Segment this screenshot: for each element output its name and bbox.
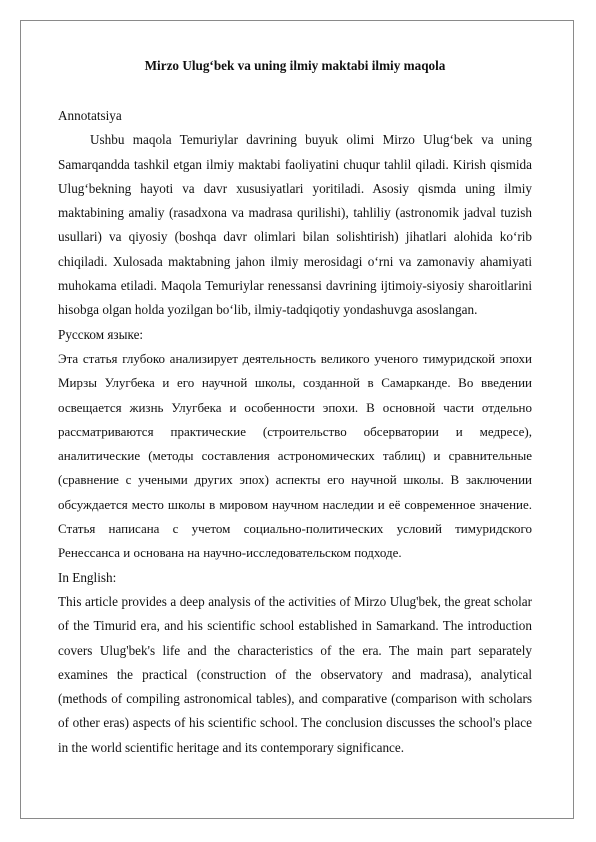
document-title: Mirzo Ulug‘bek va uning ilmiy maktabi ilmiy maqola [144, 58, 446, 73]
annotation-russian-text: Эта статья глубоко анализирует деятельность великого ученого тимуридской эпохи Мирзы Улугбека и его научной школы, созданной в Самарканде. Во введении освещается жизнь Улугбека и особенности эпохи. В основной части отдельно рассматриваются практические (строительство обсерватории и медресе), аналитические (методы составления астрономических таблиц) и сравнительные (сравнение с учеными других эпох) аспекты его научной школы. В заключении обсуждается место школы в мировом научном наследии и её современное значение. Статья написана с учетом социально-политических условий тимуридского Ренессанса и основана на научно-исследовательском подходе. [58, 350, 532, 561]
annotation-heading: Annotatsiya [58, 108, 122, 123]
annotation-uzbek-section [58, 104, 532, 323]
title-spacing [58, 78, 532, 104]
annotation-english-text: This article provides a deep analysis of the activities of Mirzo Ulug'bek, the great scholar of the Timurid era, and his scientific school established in Samarkand. The introduction covers Ulug'bek's life and the characteristics of the era. The main part separately examines the practical (construction of the observatory and madrasa), analytical (methods of compiling astronomical tables), and comparative (comparison with scholars of other eras) aspects of his scientific school. The conclusion discusses the school's place in the world scientific heritage and its contemporary significance. [58, 593, 532, 755]
russian-heading: Русском языке: [58, 326, 144, 342]
english-heading: In English: [58, 569, 117, 585]
annotation-russian-section [58, 323, 532, 566]
annotation-english-section [58, 566, 532, 760]
page-content [58, 54, 532, 760]
annotation-uzbek-text: Ushbu maqola Temuriylar davrining buyuk olimi Mirzo Ulug‘bek va uning Samarqandda tashkil etgan ilmiy maktabi faoliyatini chuqur tahlil qiladi. Kirish qismida Ulug‘bekning hayoti va davr xususiyatlari yoritiladi. Asosiy qismda uning ilmiy maktabining amaliy (rasadxona va madrasa qurilishi), tahliliy (astronomik jadval tuzish usullari) va qiyosiy (boshqa davr olimlari bilan solishtirish) jihatlari alohida ko‘rib chiqiladi. Xulosada maktabning jahon ilmiy merosidagi o‘rni va zamonaviy ahamiyati muhokama etiladi. Maqola Temuriylar renessansi davrining ijtimoiy-siyosiy sharoitlarini hisobga olgan holda yozilgan bo‘lib, ilmiy-tadqiqotiy yondashuvga asoslangan. [58, 132, 532, 318]
